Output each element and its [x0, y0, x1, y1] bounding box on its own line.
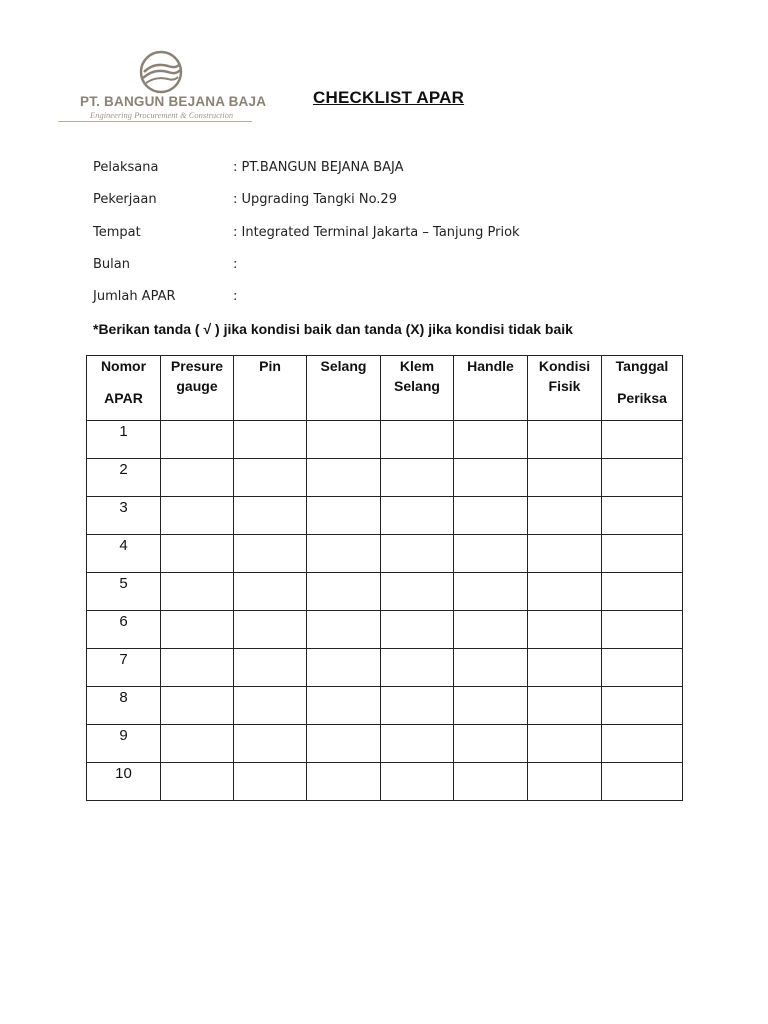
check-cell[interactable] — [307, 611, 381, 649]
check-cell[interactable] — [234, 763, 307, 801]
check-cell[interactable] — [381, 763, 454, 801]
check-cell[interactable] — [381, 687, 454, 725]
check-cell[interactable] — [528, 649, 602, 687]
check-cell[interactable] — [381, 725, 454, 763]
check-cell[interactable] — [161, 459, 234, 497]
header-handle: Handle — [454, 356, 528, 421]
check-cell[interactable] — [528, 535, 602, 573]
check-cell[interactable] — [602, 725, 683, 763]
check-cell[interactable] — [161, 497, 234, 535]
check-cell[interactable] — [161, 725, 234, 763]
check-cell[interactable] — [161, 611, 234, 649]
row-number: 3 — [87, 497, 161, 535]
header-pin: Pin — [234, 356, 307, 421]
check-cell[interactable] — [454, 687, 528, 725]
logo-divider — [58, 121, 252, 122]
check-cell[interactable] — [454, 497, 528, 535]
check-cell[interactable] — [602, 649, 683, 687]
checklist-table — [86, 355, 683, 801]
check-cell[interactable] — [161, 535, 234, 573]
check-cell[interactable] — [307, 535, 381, 573]
header-tanggal-periksa: Tanggal Periksa — [602, 356, 683, 421]
row-number: 8 — [87, 687, 161, 725]
row-number: 10 — [87, 763, 161, 801]
header-kondisi-fisik: Kondisi Fisik — [528, 356, 602, 421]
check-cell[interactable] — [528, 763, 602, 801]
company-emblem-icon — [134, 50, 188, 94]
table-row — [87, 725, 683, 763]
table-row — [87, 687, 683, 725]
check-cell[interactable] — [381, 573, 454, 611]
check-cell[interactable] — [234, 573, 307, 611]
info-value: : Upgrading Tangki No.29 — [233, 192, 397, 207]
check-cell[interactable] — [307, 497, 381, 535]
row-number: 9 — [87, 725, 161, 763]
check-cell[interactable] — [602, 573, 683, 611]
check-cell[interactable] — [454, 421, 528, 459]
check-cell[interactable] — [381, 535, 454, 573]
check-cell[interactable] — [161, 573, 234, 611]
table-header-row — [87, 356, 683, 421]
check-cell[interactable] — [307, 421, 381, 459]
header-presure-gauge: Presure gauge — [161, 356, 234, 421]
info-label: Tempat — [93, 225, 141, 240]
check-cell[interactable] — [234, 497, 307, 535]
check-cell[interactable] — [454, 611, 528, 649]
check-cell[interactable] — [528, 687, 602, 725]
row-number: 2 — [87, 459, 161, 497]
check-cell[interactable] — [528, 573, 602, 611]
check-cell[interactable] — [602, 497, 683, 535]
page-title: CHECKLIST APAR — [313, 88, 465, 107]
info-label: Jumlah APAR — [93, 289, 176, 304]
table-row — [87, 649, 683, 687]
info-value: : Integrated Terminal Jakarta – Tanjung Priok — [233, 225, 520, 240]
check-cell[interactable] — [602, 459, 683, 497]
table-row — [87, 459, 683, 497]
check-cell[interactable] — [307, 649, 381, 687]
header-selang: Selang — [307, 356, 381, 421]
check-cell[interactable] — [454, 725, 528, 763]
info-label: Pelaksana — [93, 160, 159, 175]
check-cell[interactable] — [454, 763, 528, 801]
table-row — [87, 535, 683, 573]
check-cell[interactable] — [161, 763, 234, 801]
check-cell[interactable] — [381, 611, 454, 649]
check-cell[interactable] — [454, 573, 528, 611]
check-cell[interactable] — [602, 535, 683, 573]
header-nomor-apar: Nomor APAR — [87, 356, 161, 421]
table-row — [87, 763, 683, 801]
check-cell[interactable] — [234, 725, 307, 763]
check-cell[interactable] — [161, 649, 234, 687]
check-cell[interactable] — [234, 687, 307, 725]
header-klem-selang: Klem Selang — [381, 356, 454, 421]
check-cell[interactable] — [602, 421, 683, 459]
check-cell[interactable] — [234, 611, 307, 649]
check-cell[interactable] — [602, 687, 683, 725]
check-cell[interactable] — [454, 459, 528, 497]
check-cell[interactable] — [454, 535, 528, 573]
check-cell[interactable] — [307, 573, 381, 611]
check-cell[interactable] — [161, 687, 234, 725]
check-cell[interactable] — [234, 421, 307, 459]
info-value: : — [233, 257, 238, 272]
check-cell[interactable] — [307, 687, 381, 725]
check-cell[interactable] — [528, 497, 602, 535]
table-row — [87, 611, 683, 649]
check-cell[interactable] — [381, 497, 454, 535]
table-row — [87, 573, 683, 611]
check-cell[interactable] — [234, 649, 307, 687]
check-cell[interactable] — [161, 421, 234, 459]
row-number: 7 — [87, 649, 161, 687]
company-name: PT. BANGUN BEJANA BAJA — [80, 94, 267, 109]
check-cell[interactable] — [528, 459, 602, 497]
check-cell[interactable] — [381, 459, 454, 497]
row-number: 5 — [87, 573, 161, 611]
check-cell[interactable] — [307, 763, 381, 801]
check-cell[interactable] — [381, 649, 454, 687]
company-logo — [58, 50, 267, 126]
table-row — [87, 421, 683, 459]
check-cell[interactable] — [602, 763, 683, 801]
info-value: : PT.BANGUN BEJANA BAJA — [233, 160, 404, 175]
instruction-text: *Berikan tanda ( √ ) jika kondisi baik dan tanda (X) jika kondisi tidak baik — [93, 321, 573, 337]
row-number: 1 — [87, 421, 161, 459]
info-value: : — [233, 289, 238, 304]
check-cell[interactable] — [307, 725, 381, 763]
check-cell[interactable] — [528, 725, 602, 763]
table-row — [87, 497, 683, 535]
check-cell[interactable] — [234, 535, 307, 573]
row-number: 4 — [87, 535, 161, 573]
company-tagline: Engineering Procurement & Construction — [90, 110, 234, 120]
check-cell[interactable] — [307, 459, 381, 497]
check-cell[interactable] — [234, 459, 307, 497]
check-cell[interactable] — [528, 611, 602, 649]
info-label: Bulan — [93, 257, 130, 272]
check-cell[interactable] — [454, 649, 528, 687]
check-cell[interactable] — [381, 421, 454, 459]
row-number: 6 — [87, 611, 161, 649]
check-cell[interactable] — [528, 421, 602, 459]
info-label: Pekerjaan — [93, 192, 157, 207]
check-cell[interactable] — [602, 611, 683, 649]
